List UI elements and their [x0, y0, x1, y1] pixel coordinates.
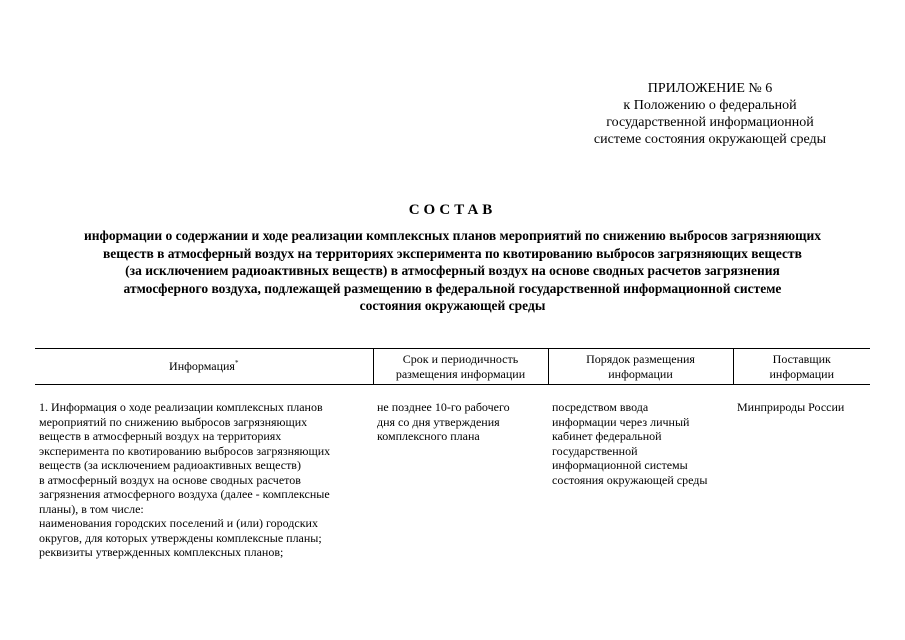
header-info: [35, 349, 373, 385]
appendix-line: к Положению о федеральной: [623, 98, 797, 113]
subtitle-line: состояния окружающей среды: [359, 298, 546, 314]
cell-info: [35, 385, 373, 560]
cell-info-line: округов, для которых утверждены комплексные планы;: [39, 530, 322, 545]
cell-order-line: состояния окружающей среды: [552, 472, 708, 487]
cell-order-line: информации через личный: [552, 414, 690, 429]
appendix-line: системе состояния окружающей среды: [593, 132, 827, 147]
cell-info-line: наименования городских поселений и (или) городских: [39, 516, 318, 530]
cell-term-line: не позднее 10-го рабочего: [377, 400, 510, 414]
cell-info-line: планы), в том числе:: [39, 501, 144, 516]
header-info-label: Информация: [169, 359, 235, 374]
cell-info-line: мероприятий по снижению выбросов загрязняющих: [39, 414, 308, 429]
cell-order-line: государственной: [552, 443, 638, 458]
header-term: [373, 349, 548, 385]
cell-info-line: загрязнения атмосферного воздуха (далее - комплексные: [39, 487, 330, 501]
cell-info-line: реквизиты утвержденных комплексных планов;: [39, 545, 284, 559]
header-order-line: информации: [608, 366, 673, 381]
cell-term-line: комплексного плана: [377, 429, 480, 443]
header-provider-line: информации: [769, 366, 835, 381]
cell-order: [548, 385, 733, 560]
info-table: [35, 348, 870, 560]
header-order-line: Порядок размещения: [586, 352, 695, 366]
header-term-line: размещения информации: [395, 366, 526, 381]
cell-term: [373, 385, 548, 560]
header-provider-line: Поставщик: [772, 352, 831, 366]
table-row: [35, 385, 870, 560]
cell-info-line: 1. Информация о ходе реализации комплексных планов: [39, 400, 323, 414]
cell-term-line: дня со дня утверждения: [377, 414, 500, 429]
header-term-line: Срок и периодичность: [402, 352, 519, 366]
cell-info-line: веществ в атмосферный воздух на территориях: [39, 429, 282, 443]
subtitle-line: информации о содержании и ходе реализации комплексных планов мероприятий по снижению выбросов загрязняющих: [83, 228, 822, 243]
cell-info-line: эксперимента по квотированию выбросов загрязняющих: [39, 443, 331, 458]
document-title: СОСТАВ: [408, 202, 497, 218]
cell-order-line: посредством ввода: [552, 400, 649, 414]
cell-order-line: кабинет федеральной: [552, 429, 662, 443]
footnote-mark: *: [234, 359, 239, 368]
header-order: [548, 349, 733, 385]
cell-provider: [733, 385, 870, 560]
appendix-line: государственной информационной: [606, 115, 814, 130]
table-header-row: [35, 349, 870, 385]
appendix-line: ПРИЛОЖЕНИЕ № 6: [647, 81, 773, 96]
cell-provider-line: Минприроды России: [737, 400, 845, 414]
subtitle-line: веществ в атмосферный воздух на территориях эксперимента по квотированию выбросов загрязняющих веществ: [103, 245, 802, 261]
cell-info-line: в атмосферный воздух на основе сводных расчетов: [39, 472, 301, 487]
header-provider: [733, 349, 870, 385]
document-subtitle: [30, 227, 875, 315]
cell-order-line: информационной системы: [552, 458, 688, 472]
cell-info-line: веществ (за исключением радиоактивных веществ): [39, 458, 301, 472]
subtitle-line: (за исключением радиоактивных веществ) в атмосферный воздух на основе сводных расчетов загрязнения: [125, 263, 780, 279]
appendix-header: [560, 80, 860, 148]
subtitle-line: атмосферного воздуха, подлежащей размещению в федеральной государственной информационной системе: [123, 280, 782, 296]
